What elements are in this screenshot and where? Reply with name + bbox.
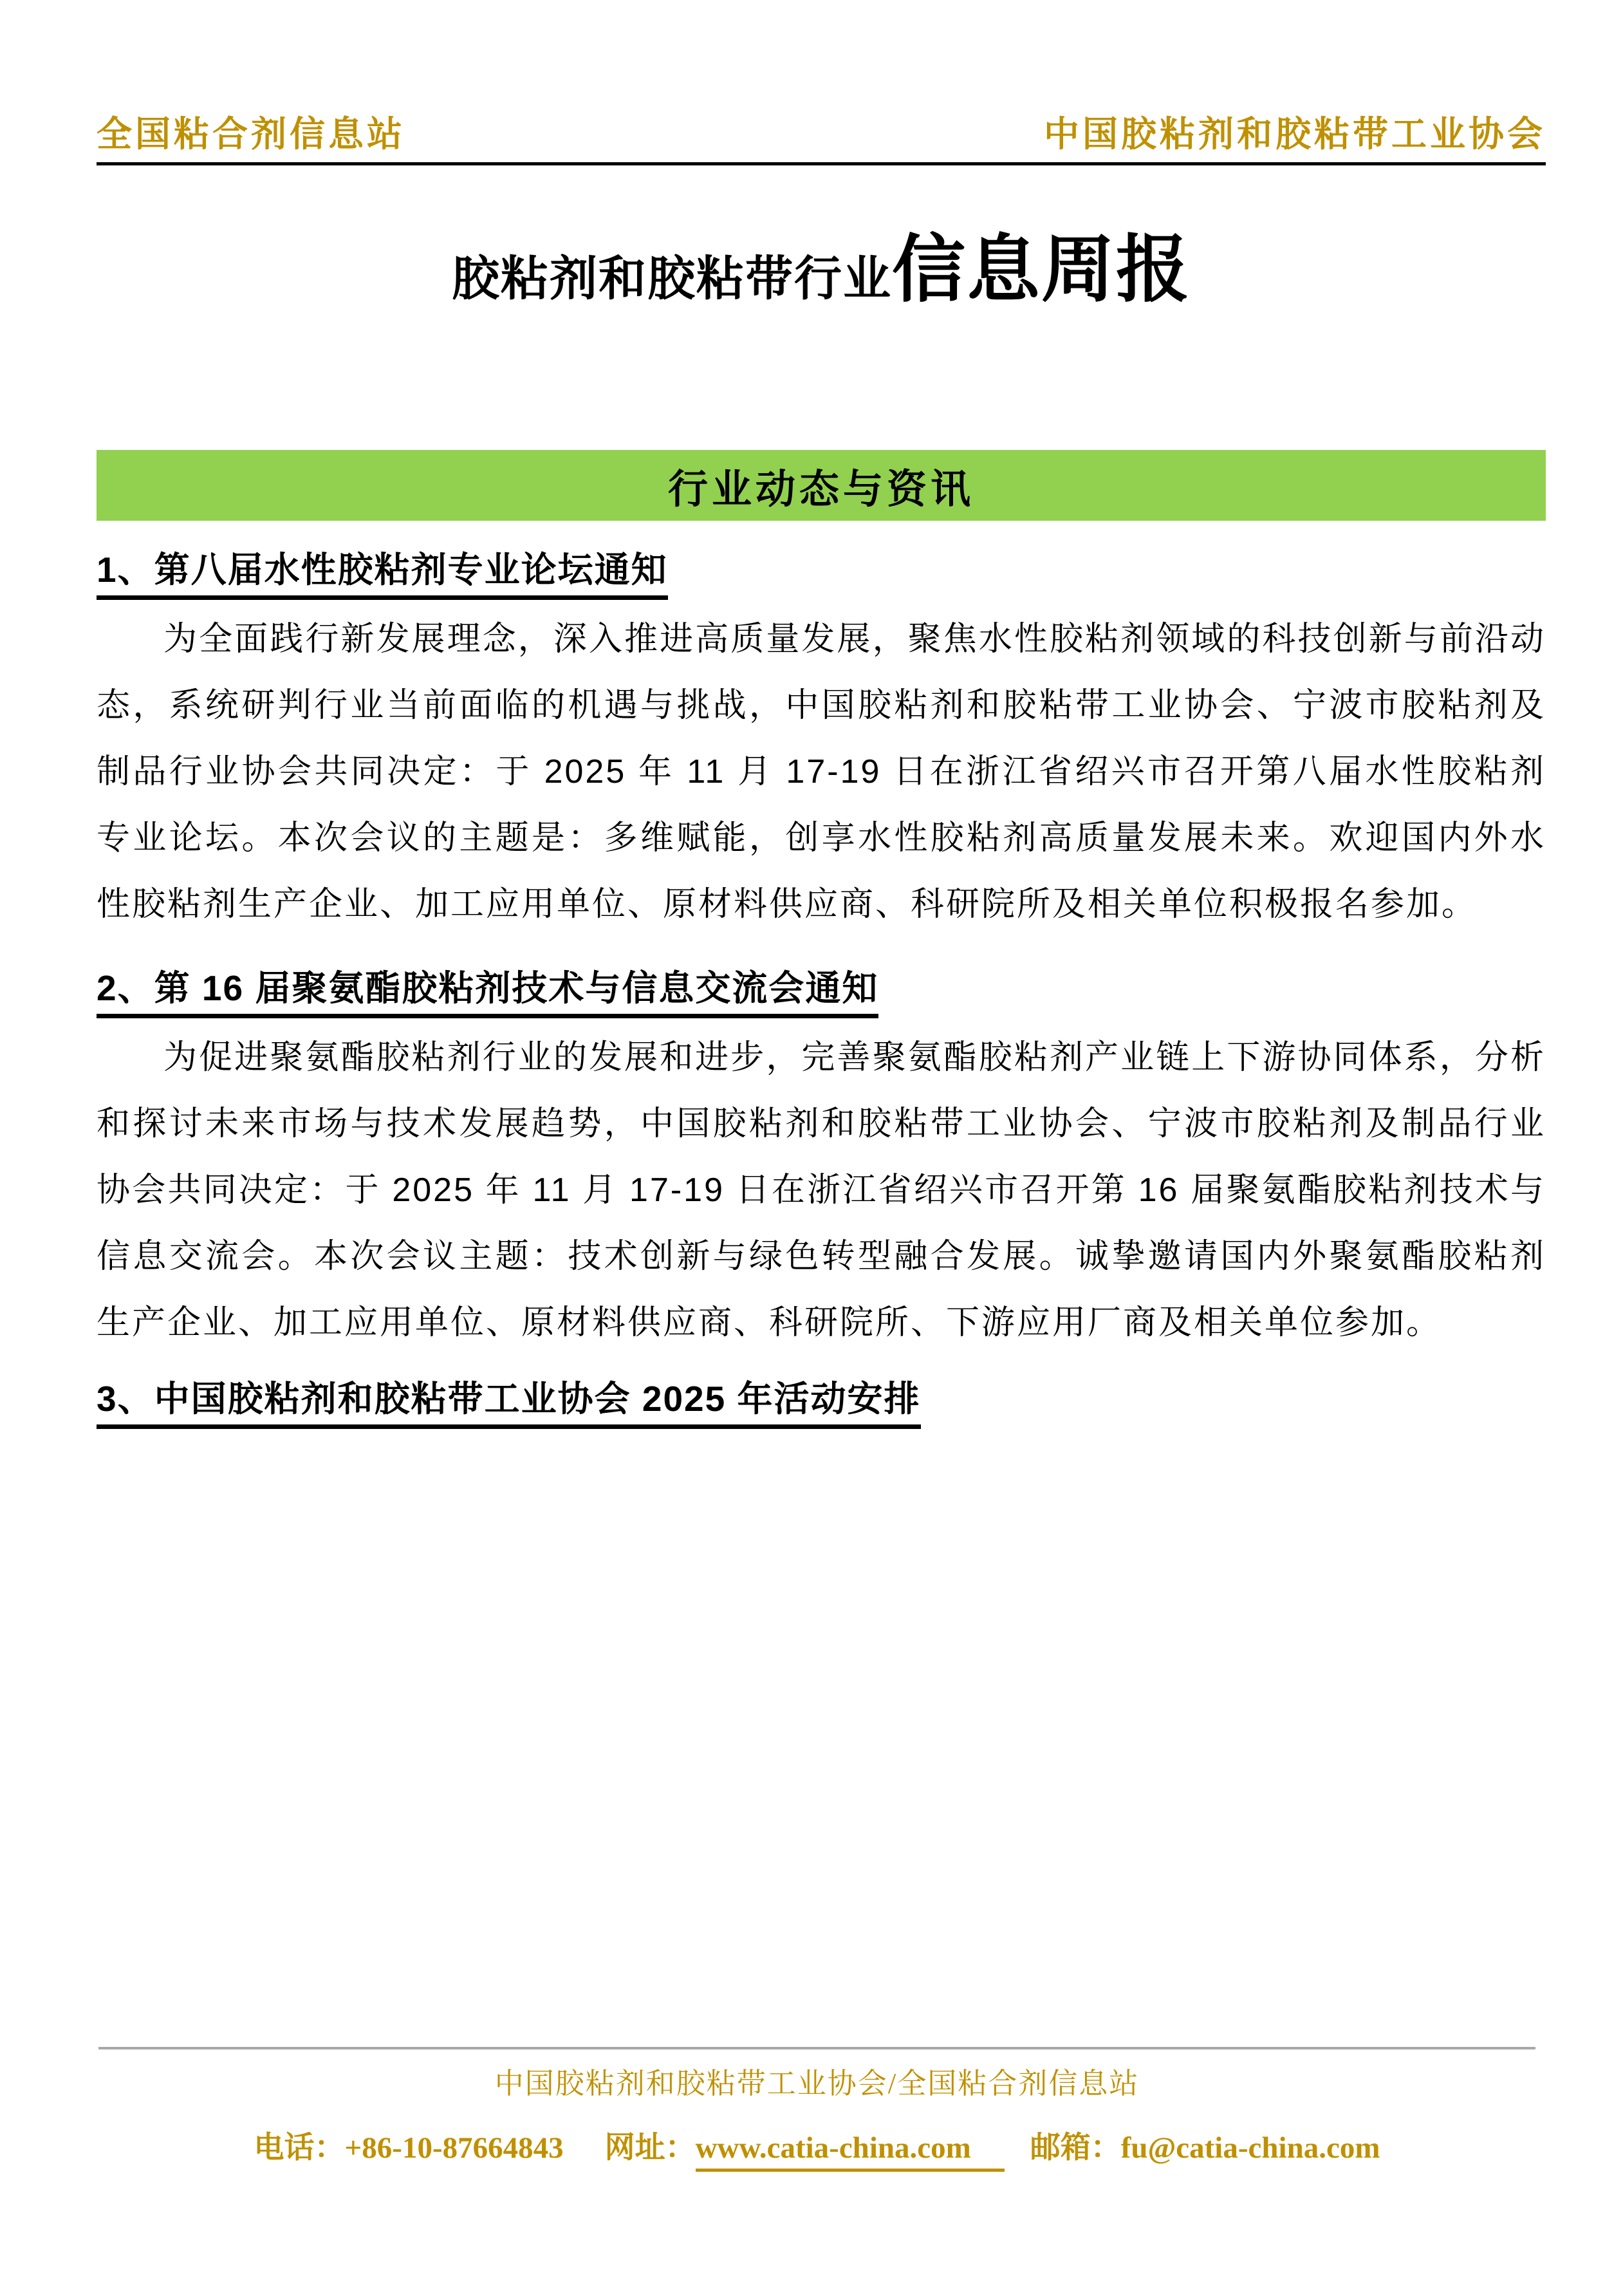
masthead xyxy=(97,0,1546,154)
section-3-heading: 3、中国胶粘剂和胶粘带工业协会 2025 年活动安排 xyxy=(97,1379,921,1429)
footer-email-label: 邮箱： xyxy=(1030,2131,1121,2165)
banner-label: 行业动态与资讯 xyxy=(667,467,974,512)
footer-divider xyxy=(98,2047,1535,2049)
page-content xyxy=(97,0,1546,1429)
section-1-paragraph: 为全面践行新发展理念，深入推进高质量发展，聚焦水性胶粘剂领域的科技创新与前沿动态，系统研判行业当前面临的机遇与挑战，中国胶粘剂和胶粘带工业协会、宁波市胶粘剂及制品行业协会共同决定：于 2025 年 11 月 17-19 日在浙江省绍兴市召开第八届水性胶粘剂专业论坛。本次会议的主题是：多维赋能，创享水性胶粘剂高质量发展未来。欢迎国内外水性胶粘剂生产企业、加工应用单位、原材料供应商、科研院所及相关单位积极报名参加。 xyxy=(97,621,1546,923)
section-3 xyxy=(97,1379,1546,1429)
footer-phone-value: +86-10-87664843 xyxy=(344,2131,564,2165)
masthead-divider xyxy=(97,162,1546,165)
section-1-heading: 1、第八届水性胶粘剂专业论坛通知 xyxy=(97,550,668,600)
footer-contact-line xyxy=(98,2123,1535,2167)
footer-web-label: 网址： xyxy=(604,2131,696,2165)
footer-org-line: 中国胶粘剂和胶粘带工业协会/全国粘合剂信息站 xyxy=(494,2067,1140,2100)
footer-web-link[interactable]: www.catia-china.com xyxy=(696,2131,1005,2172)
title-prefix: 胶粘剂和胶粘带行业 xyxy=(451,252,892,305)
footer-phone-label: 电话： xyxy=(254,2131,345,2165)
section-2-paragraph: 为促进聚氨酯胶粘剂行业的发展和进步，完善聚氨酯胶粘剂产业链上下游协同体系，分析和探讨未来市场与技术发展趋势，中国胶粘剂和胶粘带工业协会、宁波市胶粘剂及制品行业协会共同决定：于 2025 年 11 月 17-19 日在浙江省绍兴市召开第 16 届聚氨酯胶粘剂技术与信息交流会。本次会议主题：技术创新与绿色转型融合发展。诚挚邀请国内外聚氨酯胶粘剂生产企业、加工应用单位、原材料供应商、科研院所、下游应用厂商及相关单位参加。 xyxy=(97,1039,1546,1341)
footer-email-value: fu@catia-china.com xyxy=(1120,2131,1380,2165)
section-2-heading: 2、第 16 届聚氨酯胶粘剂技术与信息交流会通知 xyxy=(97,969,878,1018)
section-2 xyxy=(97,969,1546,1356)
section-banner xyxy=(97,450,1546,521)
section-1 xyxy=(97,550,1546,938)
masthead-left-text: 全国粘合剂信息站 xyxy=(97,115,406,154)
title-main: 信息周报 xyxy=(891,229,1191,311)
masthead-right-text: 中国胶粘剂和胶粘带工业协会 xyxy=(1043,115,1546,154)
page-title xyxy=(97,210,1546,316)
page-footer xyxy=(98,2047,1535,2167)
